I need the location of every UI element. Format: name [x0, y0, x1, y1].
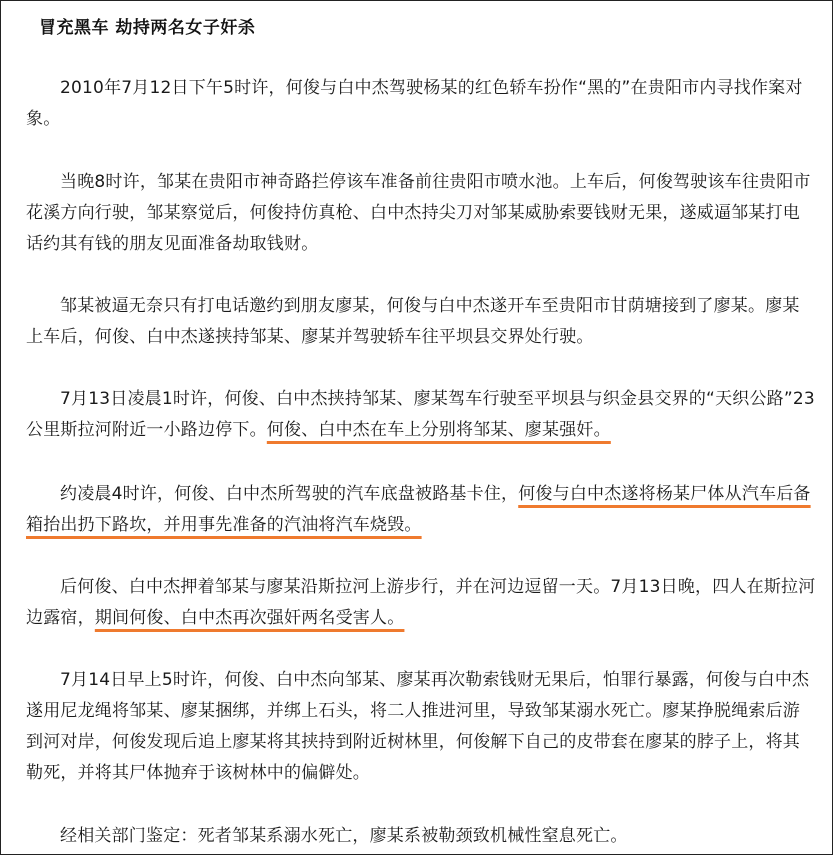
paragraph [26, 479, 816, 541]
article-title: 冒充黑车 劫持两名女子奸杀 [39, 18, 256, 38]
highlighted-text: 何俊与白中杰遂将杨某尸体从汽车后备箱抬出扔下路坎，并用事先准备的汽油将汽车烧毁。 [26, 484, 811, 535]
paragraph [26, 572, 816, 634]
paragraph-text: 7月14日早上5时许，何俊、白中杰向邹某、廖某再次勒索钱财无果后，怕罪行暴露，何俊与白中杰遂用尼龙绳将邹某、廖某捆绑，并绑上石头，将二人推进河里，导致邹某溺水死亡。廖某挣脱绳索后游到河对岸，何俊发现后追上廖某将其挟持到附近树林里，何俊解下自己的皮带套在廖某的脖子上，将其勒死，并将其尸体抛弃于该树林中的偏僻处。 [26, 670, 810, 783]
paragraph-text: 2010年7月12日下午5时许，何俊与白中杰驾驶杨某的红色轿车扮作“黑的”在贵阳市内寻找作案对象。 [26, 78, 803, 129]
highlighted-text: 期间何俊、白中杰再次强奸两名受害人。 [94, 608, 405, 628]
paragraph-text: 当晚8时许，邹某在贵阳市神奇路拦停该车准备前往贵阳市喷水池。上车后，何俊驾驶该车往贵阳市花溪方向行驶，邹某察觉后，何俊持仿真枪、白中杰持尖刀对邹某威胁索要钱财无果，遂威逼邹某打电话约其有钱的朋友见面准备劫取钱财。 [26, 172, 811, 254]
paragraph-text: 后何俊、白中杰押着邹某与廖某沿斯拉河上游步行，并在河边逗留一天。7月13日晚，四人在斯拉河边露宿， [26, 577, 816, 628]
paragraph-text: 约凌晨4时许，何俊、白中杰所驾驶的汽车底盘被路基卡住， [60, 484, 519, 504]
paragraph [26, 384, 816, 446]
paragraph-text: 7月13日凌晨1时许，何俊、白中杰挟持邹某、廖某驾车行驶至平坝县与织金县交界的“天织公路”23公里斯拉河附近一小路边停下。 [26, 389, 815, 440]
paragraph-text: 邹某被逼无奈只有打电话邀约到朋友廖某，何俊与白中杰遂开车至贵阳市甘荫塘接到了廖某。廖某上车后，何俊、白中杰遂挟持邹某、廖某并驾驶轿车往平坝县交界处行驶。 [26, 296, 800, 347]
paragraph [26, 167, 816, 260]
paragraph-text: 经相关部门鉴定：死者邹某系溺水死亡，廖某系被勒颈致机械性窒息死亡。 [60, 826, 628, 846]
highlighted-text: 何俊、白中杰在车上分别将邹某、廖某强奸。 [266, 420, 611, 440]
paragraph [26, 821, 816, 852]
paragraph [26, 291, 816, 353]
paragraph [26, 73, 816, 135]
paragraph [26, 665, 816, 789]
